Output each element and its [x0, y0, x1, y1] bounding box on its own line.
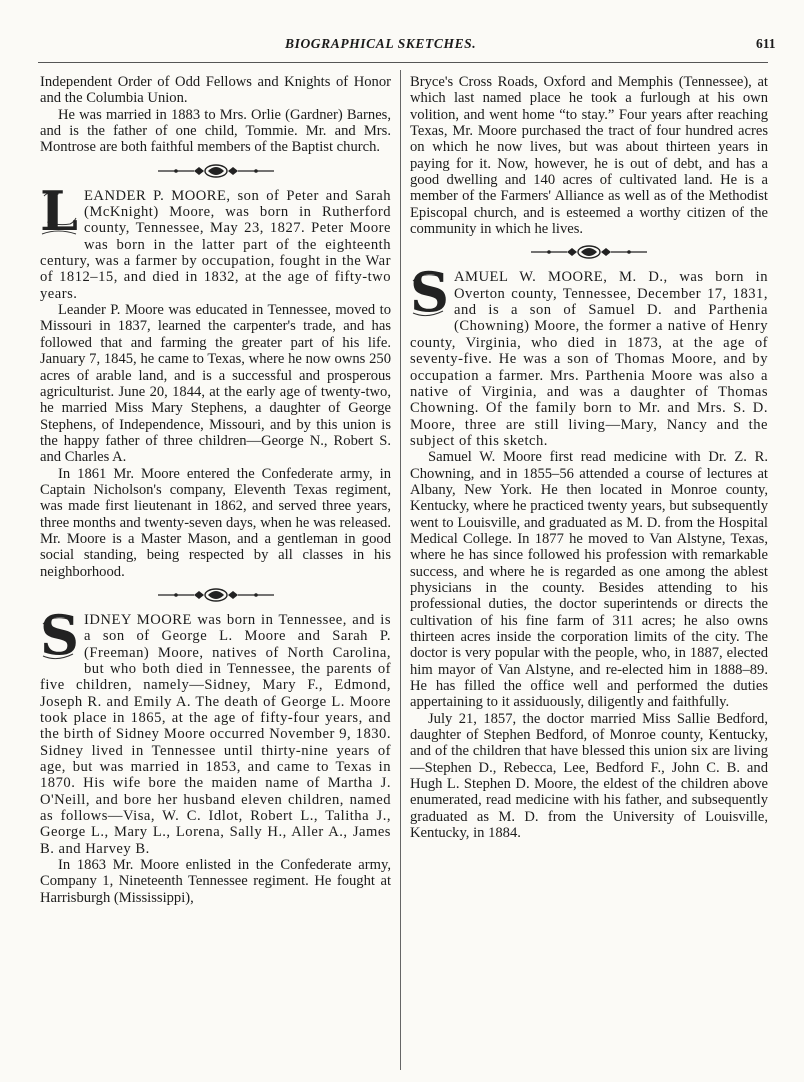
sketch-sidney-moore — [40, 602, 391, 906]
sketch-leander-moore — [40, 178, 391, 580]
ornament-icon — [156, 587, 276, 603]
drop-cap-letter: S — [40, 602, 79, 667]
sketch-opening-text: EANDER P. MOORE, son of Peter and Sarah (McKnight) Moore, was born in Rutherford county, Tennessee, May 23, 1827. Peter Moore was born in the latter part of the eighteenth century, was a farmer by occupation, fought in the War of 1812–15, and died in 1832, at the age of fifty-two years. — [40, 187, 391, 302]
paragraph: Samuel W. Moore first read medicine with Dr. Z. R. Chowning, and in 1855–56 attended a course of lectures at Albany, New York. He then located in Monroe county, Kentucky, where he practiced twenty years, but subsequently went to Louisville, and graduated as M. D. from the Hospital Medical College. In 1877 he moved to Van Alstyne, Texas, where he has since followed his profession with remarkable success, and where he is regarded as one among the ablest physicians in the county. Besides attending to his professional duties, the doctor superintends or directs the cultivation of his fine farm of 311 acres; he also owns thirteen acres inside the corporation limits of the city. The doctor is very popular with the people, who, in 1887, elected him mayor of Van Alstyne, and re-elected him in 1888–89. He has filled the office well and performed the duties appertaining to it assiduously, diligently and faithfully. — [410, 449, 768, 711]
drop-cap — [40, 602, 79, 667]
section-ornament — [40, 584, 391, 606]
paragraph: In 1863 Mr. Moore enlisted in the Confederate army, Company 1, Nineteenth Tennessee regiment. He fought at Harrisburgh (Mississippi), — [40, 857, 391, 906]
sketch-opening — [40, 178, 391, 302]
page-number: 611 — [756, 36, 776, 51]
drop-cap — [410, 260, 449, 325]
sketch-opening — [410, 260, 768, 449]
section-ornament — [410, 241, 768, 263]
sketch-opening-text: IDNEY MOORE was born in Tennessee, and is a son of George L. Moore and Sarah P. (Freeman) Moore, natives of North Carolina, but who both died in Tennessee, the parents of five children, namely—Sidney, Mary F., Edmond, Joseph R. and Emily A. The death of George L. Moore took place in 1865, at the age of fifty-four years, and the birth of Sidney Moore occurred November 9, 1830. Sidney lived in Tennessee until thirty-nine years of age, but was married in 1853, and came to Texas in 1870. His wife bore the maiden name of Martha J. O'Neill, and bore her husband eleven children, named as follows—Visa, W. C. Idlot, Robert L., Talitha J., George L., Mary L., Lorena, Sally H., Aller A., James B. and Harvey B. — [40, 611, 391, 857]
header-rule — [38, 62, 768, 63]
ornament-icon — [529, 244, 649, 260]
ornament-icon — [156, 163, 276, 179]
running-head: BIOGRAPHICAL SKETCHES. — [285, 36, 477, 51]
sketch-opening — [40, 602, 391, 857]
sketch-opening-text: AMUEL W. MOORE, M. D., was born in Overton county, Tennessee, December 17, 1831, and is a son of Samuel D. and Parthenia (Chowning) Moore, the former a native of Henry county, Virginia, who died in 1873, at the age of seventy-five. He was a son of Thomas Moore, and by occupation a farmer. Mrs. Parthenia Moore was also a native of Virginia, and was a daughter of Thomas Chowning. Of the family born to Mr. and Mrs. S. D. Moore, three are still living—Mary, Nancy and the subject of this sketch. — [410, 269, 768, 449]
drop-cap — [40, 178, 78, 243]
continued-paragraph: Independent Order of Odd Fellows and Knights of Honor and the Columbia Union. — [40, 74, 391, 107]
paragraph: He was married in 1883 to Mrs. Orlie (Gardner) Barnes, and is the father of one child, Tommie. Mr. and Mrs. Montrose are both faithful members of the Baptist church. — [40, 106, 391, 156]
paragraph: Leander P. Moore was educated in Tennessee, moved to Missouri in 1837, learned the carpenter's trade, and has followed that and farming the greater part of his life. January 7, 1845, he came to Texas, where he now owns 250 acres of arable land, and is a successful and prosperous agriculturist. June 20, 1844, at the early age of twenty-two, he married Miss Mary Stephens, a daughter of George Stephens, of Independence, Missouri, and by this union is the happy father of three children—George N., Robert S. and Charles A. — [40, 302, 391, 466]
drop-cap-letter: S — [410, 260, 449, 325]
drop-cap-letter: L — [40, 178, 78, 243]
section-ornament — [40, 160, 391, 182]
page-header — [0, 36, 804, 56]
left-column — [40, 74, 391, 906]
paragraph: July 21, 1857, the doctor married Miss Sallie Bedford, daughter of Stephen Bedford, of Monroe county, Kentucky, and of the children that have blessed this union six are living—Stephen D., Rebecca, Lee, Bedford F., John C. B. and Hugh L. Stephen D. Moore, the eldest of the children above enumerated, read medicine with his father, and subsequently graduated as M. D. from the University of Louisville, Kentucky, in 1884. — [410, 710, 768, 842]
sketch-samuel-moore — [410, 260, 768, 842]
continued-paragraph: Bryce's Cross Roads, Oxford and Memphis (Tennessee), at which last named place he took a furlough at his own volition, and went home “to stay.” Four years after reaching Texas, Mr. Moore purchased the tract of four hundred acres on which he now lives, but was about thirteen years in paying for it. Now, however, he is out of debt, and has a good dwelling and 140 acres of cultivated land. He is a member of the Farmers' Alliance as well as of the Methodist Episcopal church, and is esteemed a worthy citizen of the community in which he lives. — [410, 74, 768, 238]
paragraph: In 1861 Mr. Moore entered the Confederate army, in Captain Nicholson's company, Eleventh Texas regiment, was made first lieutenant in 1862, and served three years, three months and twenty-seven days, when he was released. Mr. Moore is a Master Mason, and a gentleman in good social standing, being respected by all classes in his neighborhood. — [40, 465, 391, 580]
column-divider — [400, 70, 401, 1070]
right-column — [410, 74, 768, 841]
